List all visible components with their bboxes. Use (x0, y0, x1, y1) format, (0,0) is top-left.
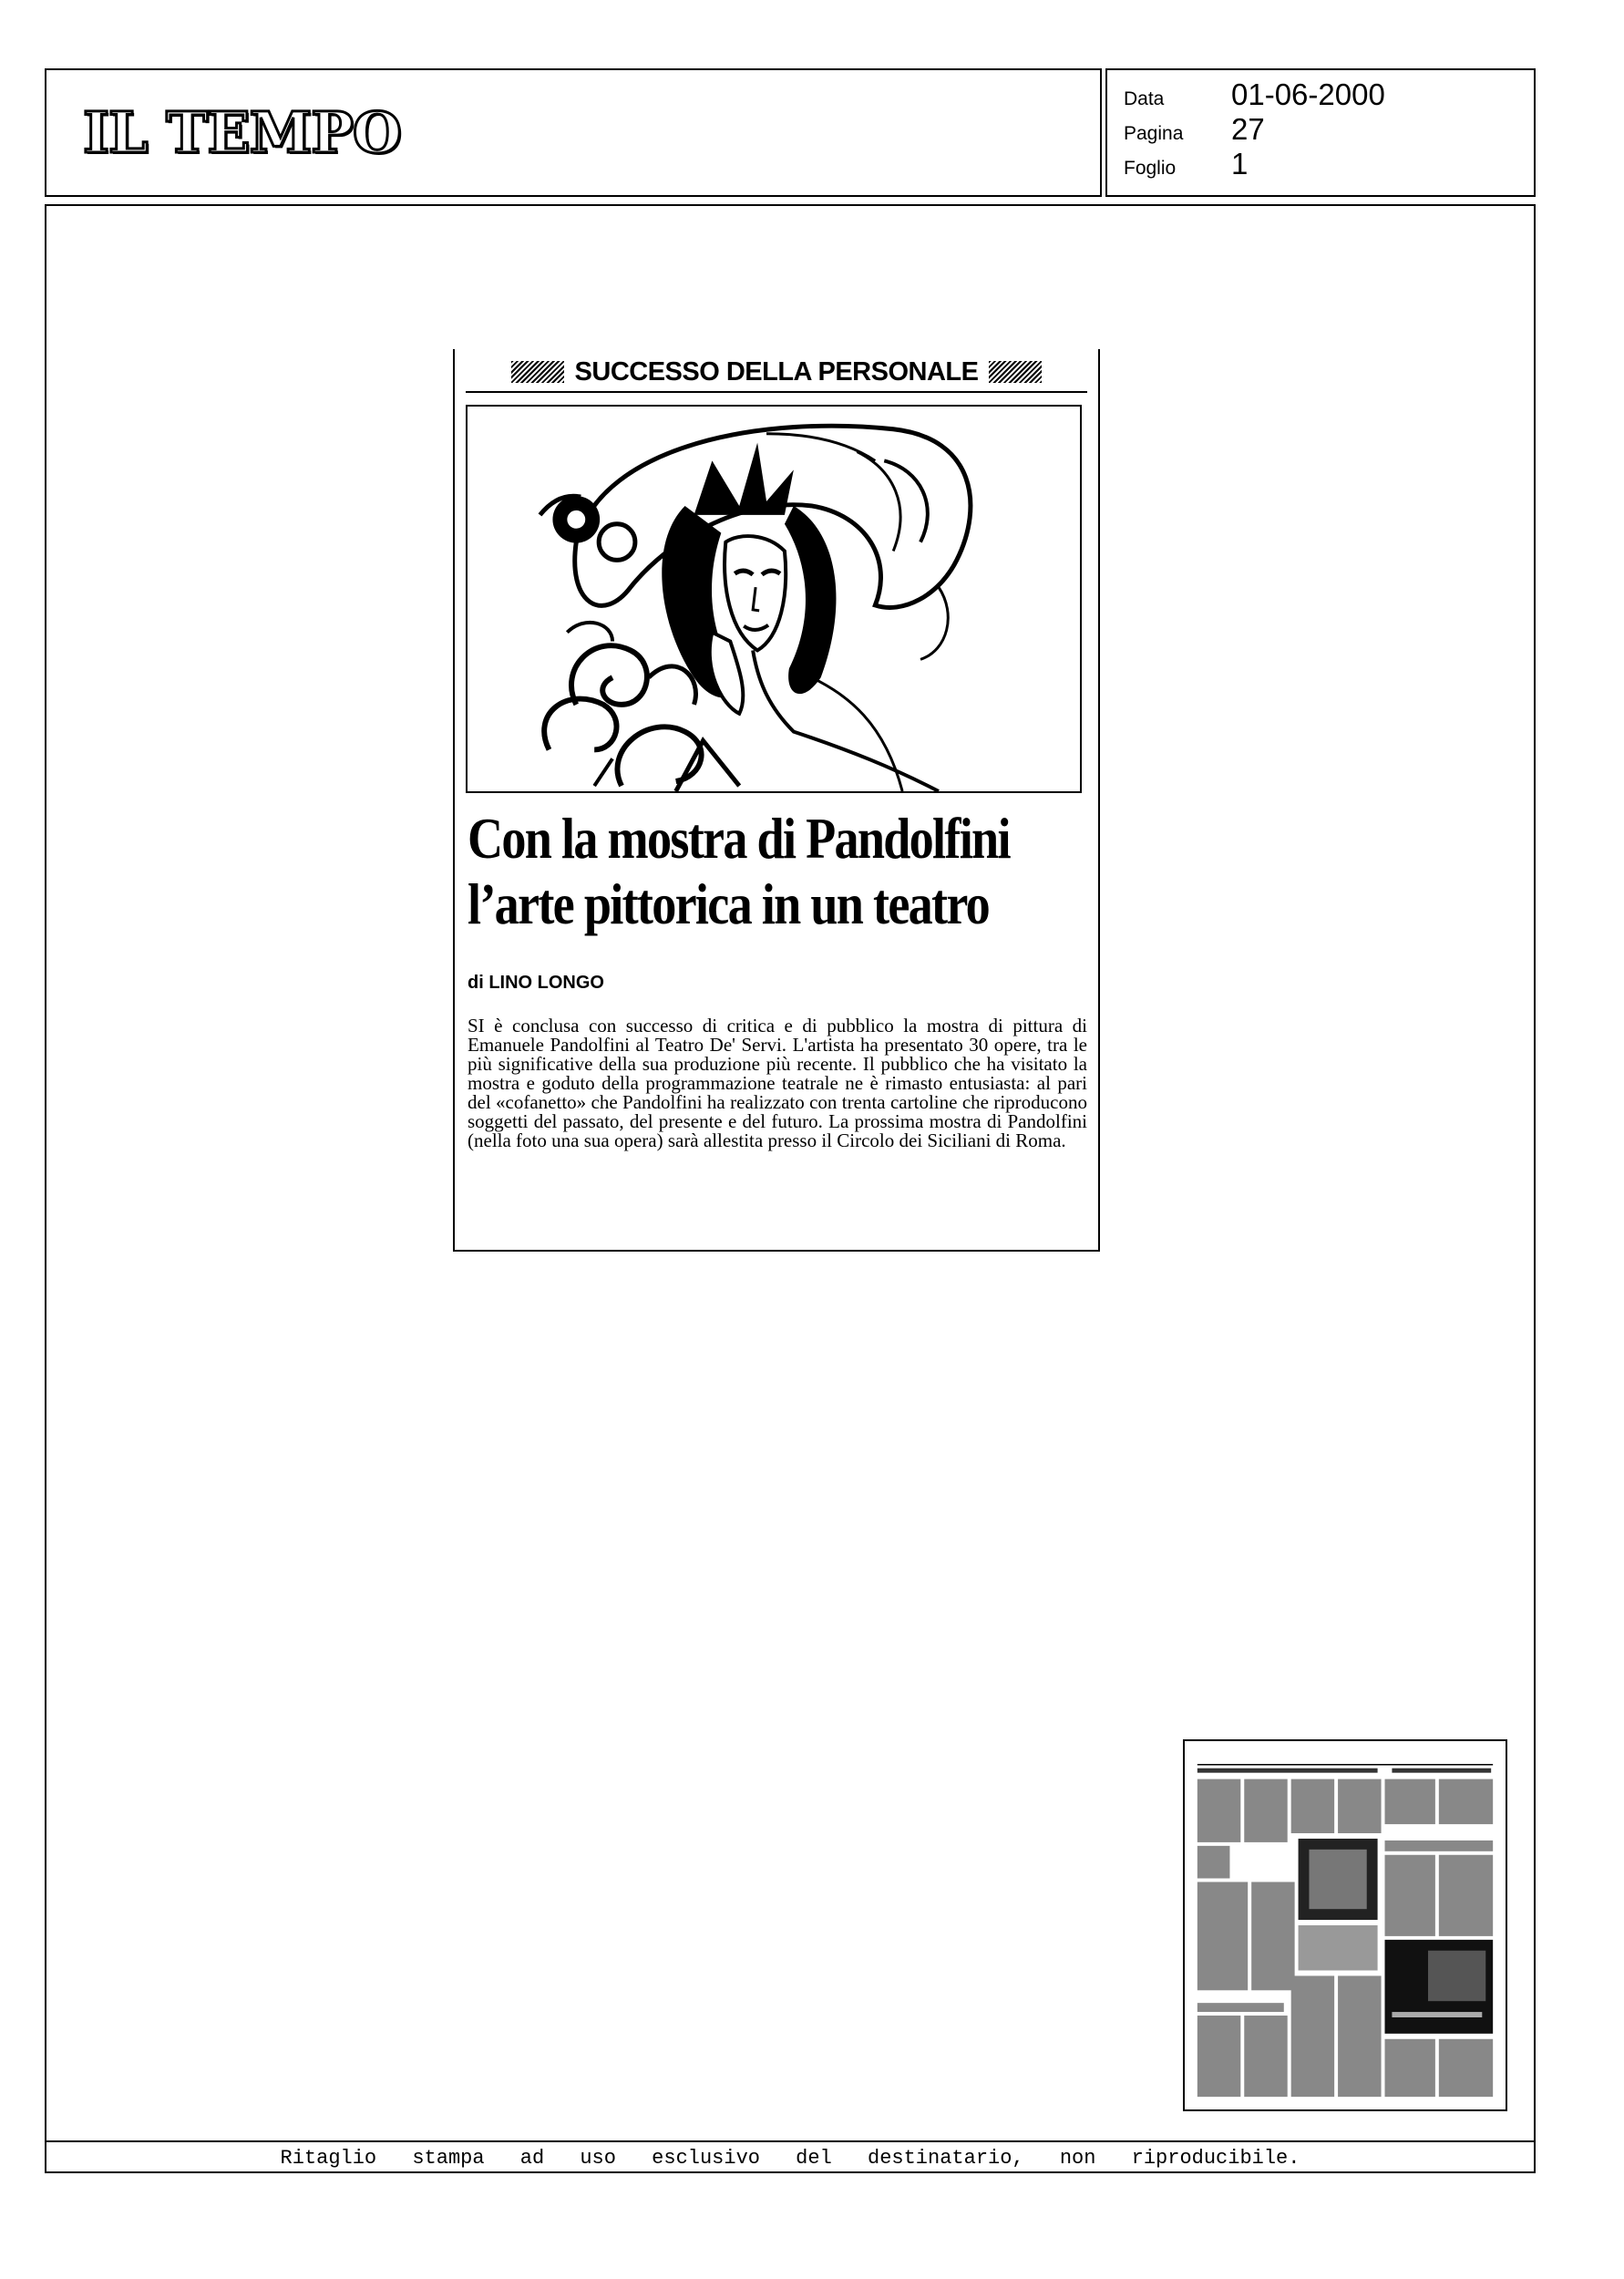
masthead-box (45, 68, 1102, 197)
sheet-value: 1 (1231, 147, 1249, 180)
date-label: Data (1124, 88, 1165, 109)
headline-line-1: Con la mostra di Pandolfini (468, 807, 1010, 871)
kicker-rule (466, 391, 1087, 393)
clipping-frame (45, 204, 1536, 2173)
newspaper-page-thumbnail-icon (1185, 1741, 1506, 2109)
hatch-decoration-icon (511, 361, 564, 383)
date-value: 01-06-2000 (1231, 77, 1385, 111)
page-value: 27 (1231, 112, 1265, 146)
article-body: SI è conclusa con successo di critica e di pubblico la mostra di pittura di Emanuele Pandolfini al Teatro De' Servi. L'artista ha presentato 30 opere, tra le più significative della sua produzione più recente. Il pubblico che ha visitato la mostra e goduto della programmazione teatrale ne è rimasto entusiasta: al pari del «cofanetto» che Pandolfini ha realizzato con trenta cartoline che riproducono soggetti del passato, del presente e del futuro. La prossima mostra di Pandolfini (nella foto una sua opera) sarà allestita presso il Circolo dei Siciliani di Roma. (468, 1015, 1087, 1151)
kicker-text: SUCCESSO DELLA PERSONALE (574, 356, 979, 387)
article-clipping (453, 349, 1100, 1252)
article-headline (468, 806, 1008, 937)
page-label: Pagina (1124, 123, 1184, 144)
footer-rule (46, 2140, 1534, 2142)
metadata-box (1105, 68, 1536, 197)
headline-line-2: l’arte pittorica in un teatro (468, 872, 990, 936)
page-row (1124, 112, 1265, 147)
artwork-illustration (466, 405, 1082, 793)
sheet-row (1124, 147, 1248, 181)
masthead-logo: IL TEMPO (83, 99, 401, 166)
hatch-decoration-icon (989, 361, 1042, 383)
page-thumbnail (1183, 1739, 1507, 2111)
byline: di LINO LONGO (468, 973, 604, 993)
sheet-label: Foglio (1124, 158, 1177, 179)
woman-with-hat-drawing-icon (468, 407, 1080, 791)
date-row (1124, 77, 1385, 112)
kicker (466, 356, 1087, 387)
footer-notice: Ritaglio stampa ad uso esclusivo del destinatario, non riproducibile. (280, 2147, 1300, 2170)
